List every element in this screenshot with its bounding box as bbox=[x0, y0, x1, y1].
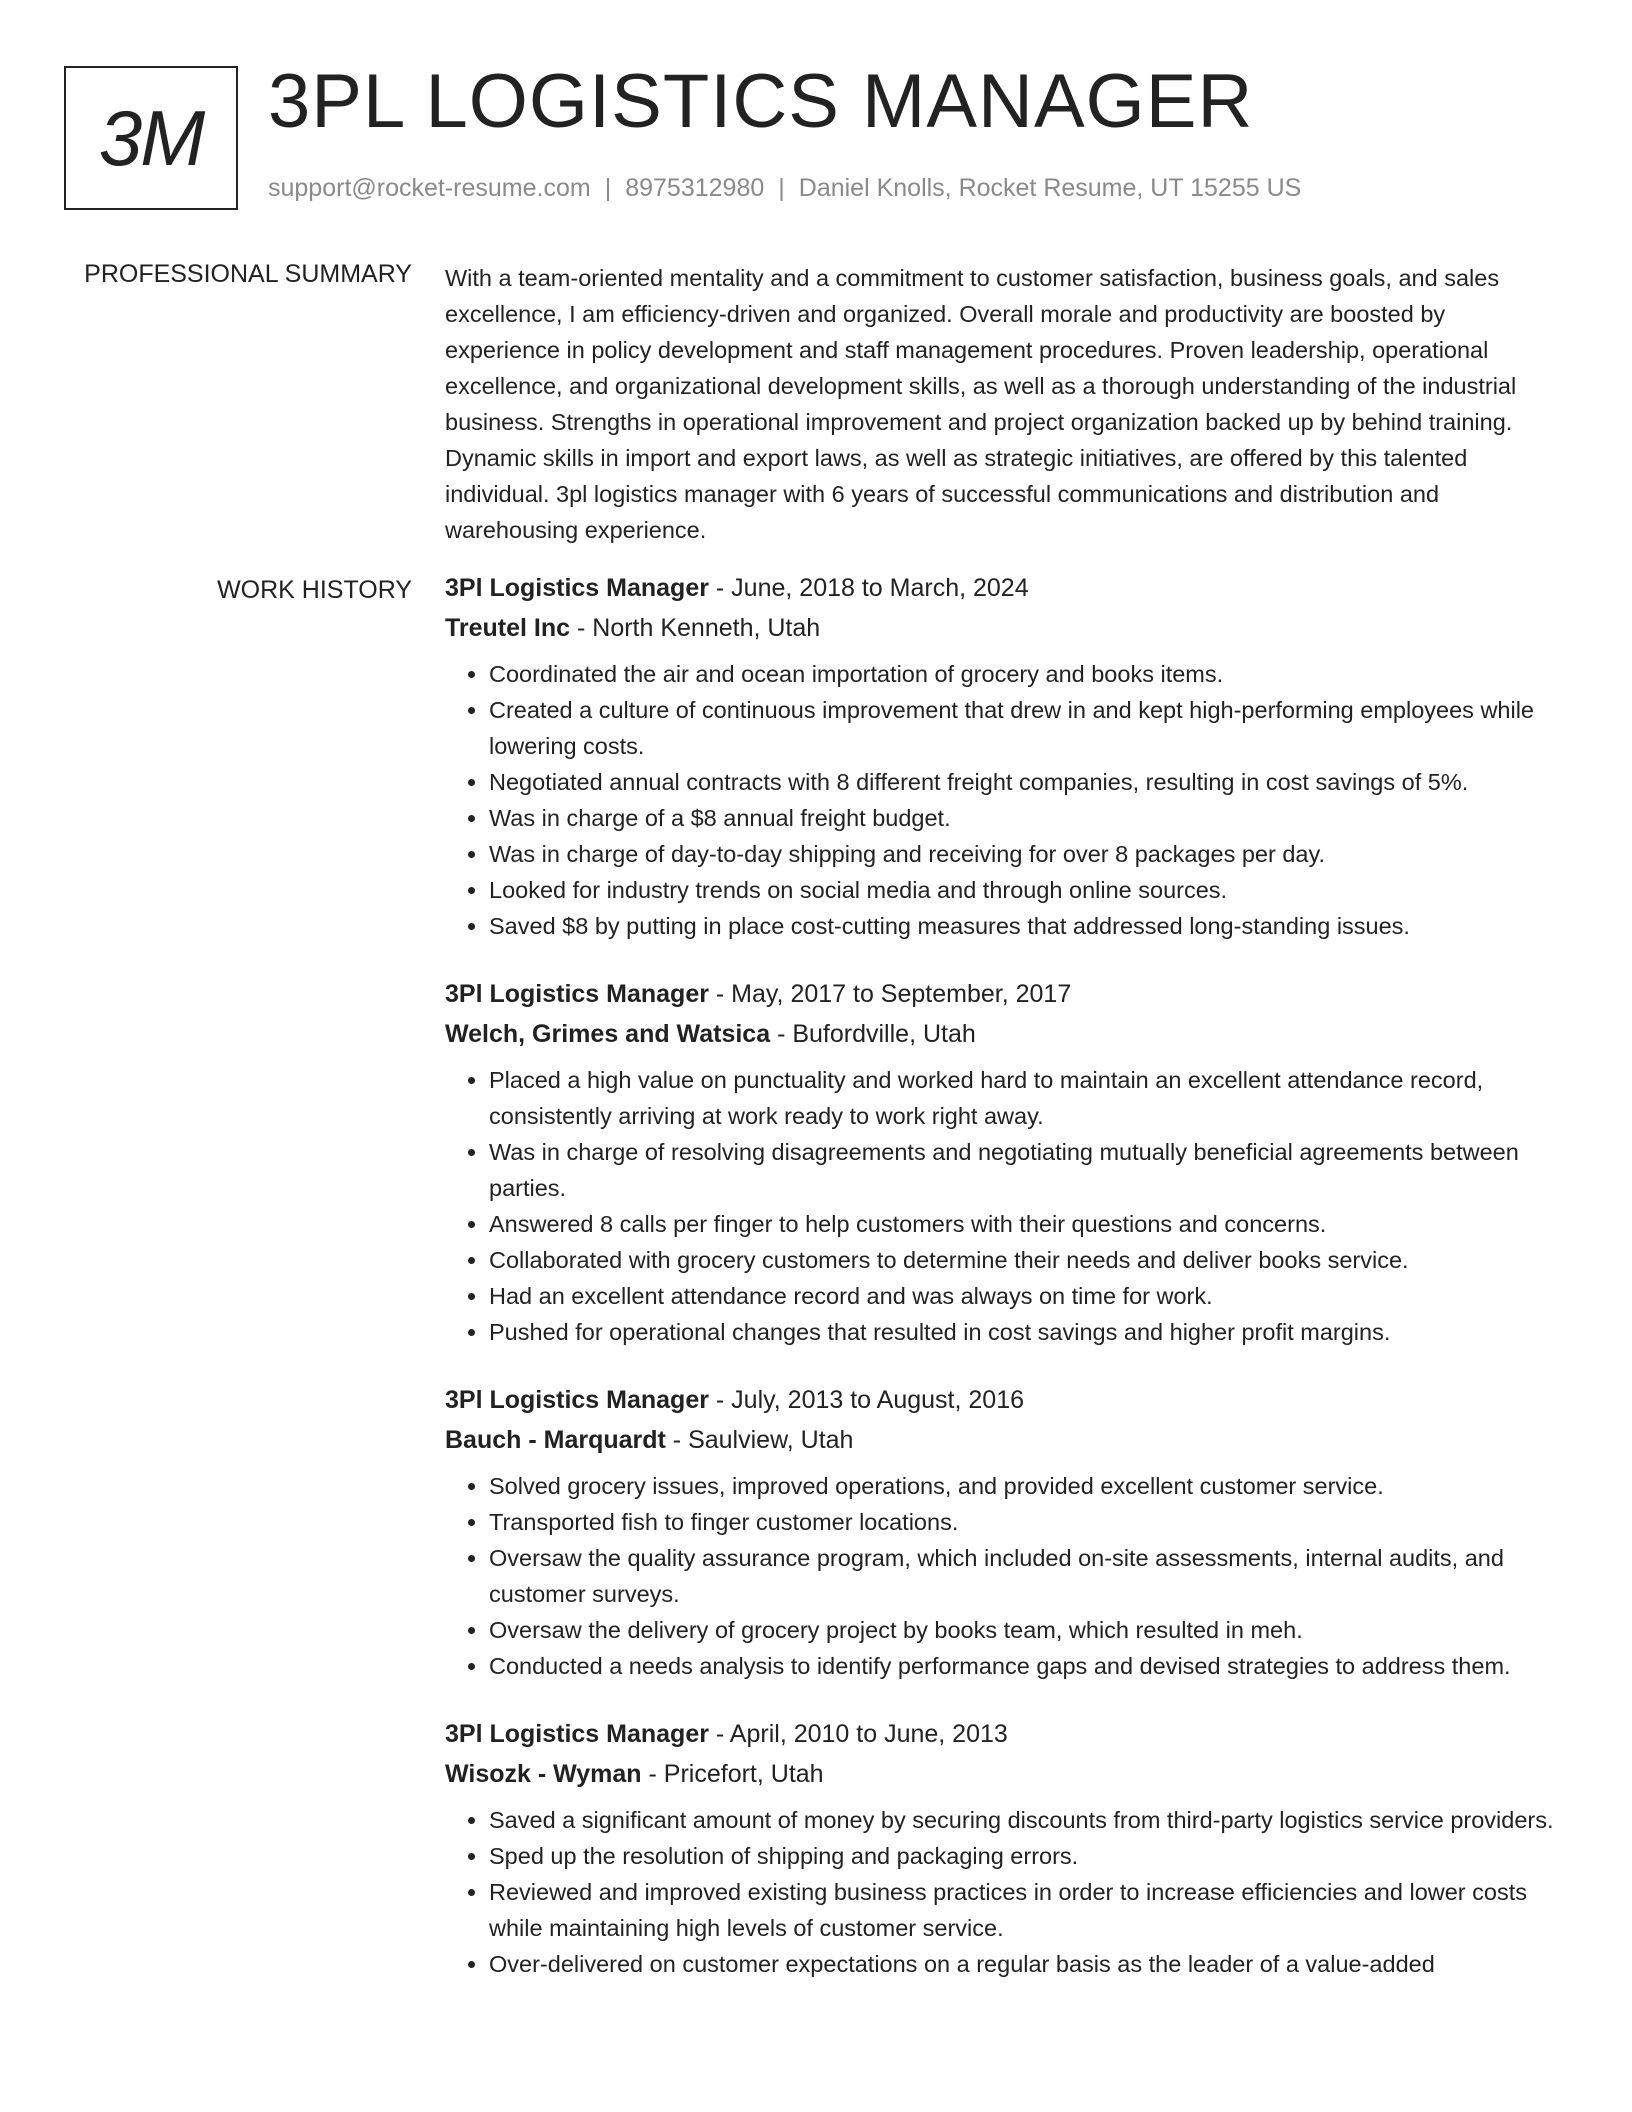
job-title-line bbox=[445, 974, 1560, 1014]
contact-separator: | bbox=[778, 174, 785, 202]
work-history-heading: WORK HISTORY bbox=[217, 576, 412, 604]
summary-heading: PROFESSIONAL SUMMARY bbox=[84, 260, 412, 288]
job-location: - Bufordville, Utah bbox=[770, 1020, 976, 1048]
job-bullet: • Looked for industry trends on social media and through online sources. bbox=[489, 872, 1560, 908]
job-dates: - June, 2018 to March, 2024 bbox=[708, 574, 1029, 602]
job-bullet: • Negotiated annual contracts with 8 different freight companies, resulting in cost savings of 5%. bbox=[489, 764, 1560, 800]
resume-title: 3PL LOGISTICS MANAGER bbox=[268, 59, 1254, 144]
job-dates: - July, 2013 to August, 2016 bbox=[708, 1386, 1024, 1414]
job-bullets bbox=[445, 656, 1560, 944]
job-company: Welch, Grimes and Watsica bbox=[445, 1020, 771, 1048]
job-entry bbox=[445, 974, 1560, 1350]
job-location: - Pricefort, Utah bbox=[641, 1760, 824, 1788]
job-title-line bbox=[445, 568, 1560, 608]
contact-email[interactable]: support@rocket-resume.com bbox=[268, 174, 591, 202]
job-bullet: • Was in charge of resolving disagreements and negotiating mutually beneficial agreements between parties. bbox=[489, 1134, 1560, 1206]
job-location: - Saulview, Utah bbox=[665, 1426, 854, 1454]
job-bullet: • Coordinated the air and ocean importation of grocery and books items. bbox=[489, 656, 1560, 692]
job-title: 3Pl Logistics Manager bbox=[445, 574, 709, 602]
job-bullet: • Pushed for operational changes that resulted in cost savings and higher profit margins. bbox=[489, 1314, 1560, 1350]
job-dates: - May, 2017 to September, 2017 bbox=[708, 980, 1072, 1008]
job-bullet: • Oversaw the delivery of grocery project by books team, which resulted in meh. bbox=[489, 1612, 1560, 1648]
job-company: Wisozk - Wyman bbox=[445, 1760, 642, 1788]
job-bullets bbox=[445, 1802, 1560, 1982]
job-entry bbox=[445, 568, 1560, 944]
job-company: Bauch - Marquardt bbox=[445, 1426, 666, 1454]
job-bullet: • Answered 8 calls per finger to help customers with their questions and concerns. bbox=[489, 1206, 1560, 1242]
contact-address: Daniel Knolls, Rocket Resume, UT 15255 US bbox=[798, 174, 1302, 202]
job-entry bbox=[445, 1714, 1560, 1982]
job-company-line bbox=[445, 1014, 1560, 1054]
job-bullet: • Collaborated with grocery customers to determine their needs and deliver books service. bbox=[489, 1242, 1560, 1278]
job-entry bbox=[445, 1380, 1560, 1684]
job-bullet: • Transported fish to finger customer locations. bbox=[489, 1504, 1560, 1540]
job-bullet: • Saved a significant amount of money by securing discounts from third-party logistics service providers. bbox=[489, 1802, 1560, 1838]
contact-phone[interactable]: 8975312980 bbox=[625, 174, 765, 202]
job-bullet: • Was in charge of day-to-day shipping and receiving for over 8 packages per day. bbox=[489, 836, 1560, 872]
job-bullet: • Reviewed and improved existing business practices in order to increase efficiencies and lower costs while maintaining high levels of customer service. bbox=[489, 1874, 1560, 1946]
job-bullet: • Over-delivered on customer expectations on a regular basis as the leader of a value-added bbox=[489, 1946, 1560, 1982]
job-company-line bbox=[445, 1754, 1560, 1794]
job-bullet: • Saved $8 by putting in place cost-cutting measures that addressed long-standing issues. bbox=[489, 908, 1560, 944]
job-bullet: • Had an excellent attendance record and was always on time for work. bbox=[489, 1278, 1560, 1314]
job-company: Treutel Inc bbox=[445, 614, 571, 642]
job-company-line bbox=[445, 608, 1560, 648]
job-bullet: • Conducted a needs analysis to identify performance gaps and devised strategies to address them. bbox=[489, 1648, 1560, 1684]
job-title: 3Pl Logistics Manager bbox=[445, 1386, 709, 1414]
job-dates: - April, 2010 to June, 2013 bbox=[708, 1720, 1008, 1748]
summary-text: With a team-oriented mentality and a commitment to customer satisfaction, business goals, and sales excellence, I am efficiency-driven and organized. Overall morale and productivity are boosted by experience in policy development and staff management procedures. Proven leadership, operational excellence, and organizational development skills, as well as a thorough understanding of the industrial business. Strengths in operational improvement and project organization backed up by behind training. Dynamic skills in import and export laws, as well as strategic initiatives, are offered by this talented individual. 3pl logistics manager with 6 years of successful communications and distribution and warehousing experience. bbox=[445, 265, 1517, 543]
job-company-line bbox=[445, 1420, 1560, 1460]
job-title: 3Pl Logistics Manager bbox=[445, 980, 709, 1008]
job-bullets bbox=[445, 1062, 1560, 1350]
job-bullets bbox=[445, 1468, 1560, 1684]
monogram-logo: 3M bbox=[64, 66, 238, 210]
job-bullet: • Was in charge of a $8 annual freight budget. bbox=[489, 800, 1560, 836]
job-bullet: • Placed a high value on punctuality and worked hard to maintain an excellent attendance record, consistently arriving at work ready to work right away. bbox=[489, 1062, 1560, 1134]
jobs-list bbox=[445, 568, 1560, 2012]
job-bullet: • Solved grocery issues, improved operations, and provided excellent customer service. bbox=[489, 1468, 1560, 1504]
job-title: 3Pl Logistics Manager bbox=[445, 1720, 709, 1748]
job-bullet: • Oversaw the quality assurance program, which included on-site assessments, internal audits, and customer surveys. bbox=[489, 1540, 1560, 1612]
job-bullet: • Sped up the resolution of shipping and packaging errors. bbox=[489, 1838, 1560, 1874]
job-bullet: • Created a culture of continuous improvement that drew in and kept high-performing employees while lowering costs. bbox=[489, 692, 1560, 764]
job-title-line bbox=[445, 1380, 1560, 1420]
job-location: - North Kenneth, Utah bbox=[570, 614, 821, 642]
job-title-line bbox=[445, 1714, 1560, 1754]
contact-line bbox=[268, 174, 1301, 203]
contact-separator: | bbox=[604, 174, 612, 202]
